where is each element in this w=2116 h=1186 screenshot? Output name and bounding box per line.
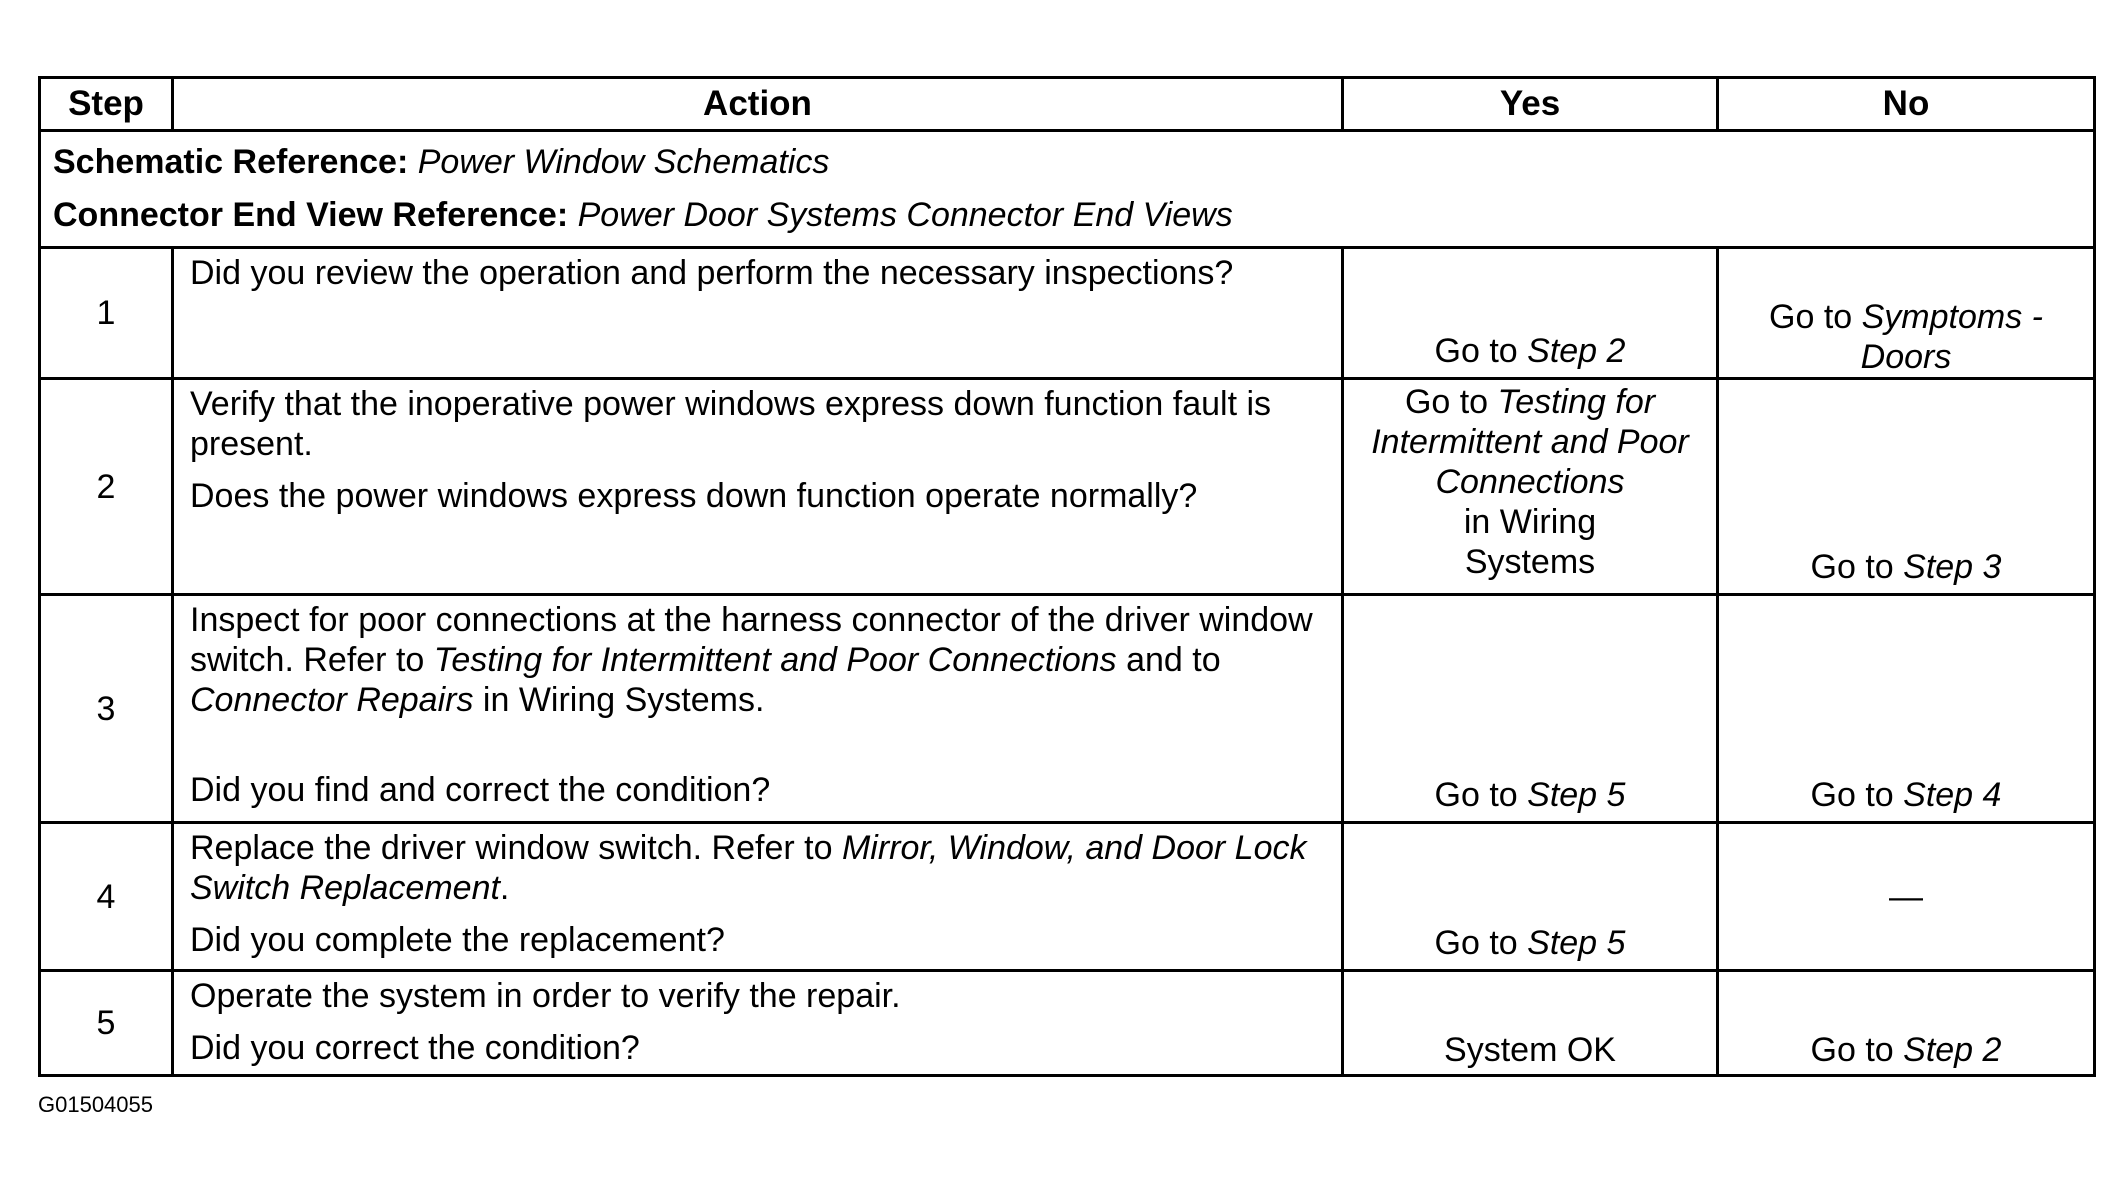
header-step: Step [40, 78, 173, 131]
action-question: Did you complete the replacement? [190, 921, 725, 959]
yes-cell [1343, 823, 1718, 971]
table-row [40, 595, 2095, 823]
table-row [40, 823, 2095, 971]
step-number: 3 [40, 595, 173, 823]
reference-row [40, 131, 2095, 248]
action-question: Does the power windows express down function operate normally? [190, 477, 1198, 515]
action-cell [173, 971, 1343, 1076]
yes-cell [1343, 379, 1718, 595]
yes-prefix: Go to [1434, 776, 1528, 814]
action-cell [173, 248, 1343, 379]
yes-cell [1343, 248, 1718, 379]
connector-reference-label: Connector End View Reference: [53, 196, 569, 234]
yes-system-ok: System OK [1444, 1031, 1616, 1069]
yes-testing-link[interactable]: Testing for [1497, 383, 1656, 421]
yes-suffix: Systems [1464, 543, 1596, 581]
connector-repairs-link[interactable]: Connector Repairs [190, 681, 474, 719]
action-instruction: Verify that the inoperative power windows express down function fault is present. [190, 385, 1272, 463]
no-dash: — [1889, 877, 1923, 916]
yes-prefix: Go to [1434, 924, 1528, 962]
action-text: and to [1116, 641, 1221, 679]
no-cell [1718, 379, 2095, 595]
header-yes: Yes [1343, 78, 1718, 131]
no-prefix: Go to [1810, 1031, 1904, 1069]
table-row [40, 379, 2095, 595]
connector-reference-link[interactable]: Power Door Systems Connector End Views [577, 196, 1233, 234]
yes-step-link[interactable]: Step 2 [1527, 332, 1626, 370]
action-question: Did you correct the condition? [190, 1029, 640, 1067]
diagnostic-table [38, 76, 2096, 1077]
no-step-link[interactable]: Step 3 [1903, 548, 2002, 586]
yes-prefix: Go to [1434, 332, 1528, 370]
yes-cell [1343, 595, 1718, 823]
no-prefix: Go to [1810, 776, 1904, 814]
action-instruction: Operate the system in order to verify the repair. [190, 977, 901, 1015]
no-cell [1718, 823, 2095, 971]
yes-prefix: Go to [1404, 383, 1498, 421]
table-row [40, 248, 2095, 379]
no-cell [1718, 971, 2095, 1076]
action-question: Did you review the operation and perform the necessary inspections? [190, 254, 1234, 292]
yes-step-link[interactable]: Step 5 [1527, 924, 1626, 962]
no-cell [1718, 248, 2095, 379]
schematic-reference [53, 136, 2079, 189]
action-cell [173, 379, 1343, 595]
no-prefix: Go to [1810, 548, 1904, 586]
reference-cell [40, 131, 2095, 248]
table-row [40, 971, 2095, 1076]
no-step-link[interactable]: Step 4 [1903, 776, 2002, 814]
yes-cell [1343, 971, 1718, 1076]
action-cell [173, 823, 1343, 971]
action-text: in Wiring Systems. [473, 681, 765, 719]
yes-testing-link-cont[interactable]: Connections [1435, 463, 1625, 501]
action-text: Replace the driver window switch. Refer to [190, 829, 842, 867]
yes-testing-link-cont[interactable]: Intermittent and Poor [1371, 423, 1689, 461]
step-number: 2 [40, 379, 173, 595]
connector-reference [53, 189, 2079, 242]
step-number: 1 [40, 248, 173, 379]
yes-step-link[interactable]: Step 5 [1527, 776, 1626, 814]
no-symptoms-link[interactable]: Symptoms - [1861, 298, 2043, 336]
testing-link[interactable]: Testing for Intermittent and Poor Connections [433, 641, 1117, 679]
header-action: Action [173, 78, 1343, 131]
action-text: Inspect for poor connections at the harness connector of the driver window switch. Refer to [190, 601, 1313, 679]
action-instruction [190, 600, 1327, 720]
no-cell [1718, 595, 2095, 823]
no-step-link[interactable]: Step 2 [1903, 1031, 2002, 1069]
yes-suffix: in Wiring [1463, 503, 1597, 541]
schematic-reference-label: Schematic Reference: [53, 143, 409, 181]
no-prefix: Go to [1769, 298, 1862, 336]
step-number: 4 [40, 823, 173, 971]
schematic-reference-link[interactable]: Power Window Schematics [417, 143, 830, 181]
action-text: . [499, 869, 510, 907]
switch-replacement-link[interactable]: Mirror, Window, and Door Lock Switch Replacement [190, 829, 1307, 907]
header-row [40, 78, 2095, 131]
action-cell [173, 595, 1343, 823]
figure-id: G01504055 [38, 1092, 153, 1117]
step-number: 5 [40, 971, 173, 1076]
action-instruction [190, 828, 1327, 908]
no-symptoms-link-cont[interactable]: Doors [1860, 338, 1952, 376]
header-no: No [1718, 78, 2095, 131]
action-question: Did you find and correct the condition? [190, 771, 771, 809]
